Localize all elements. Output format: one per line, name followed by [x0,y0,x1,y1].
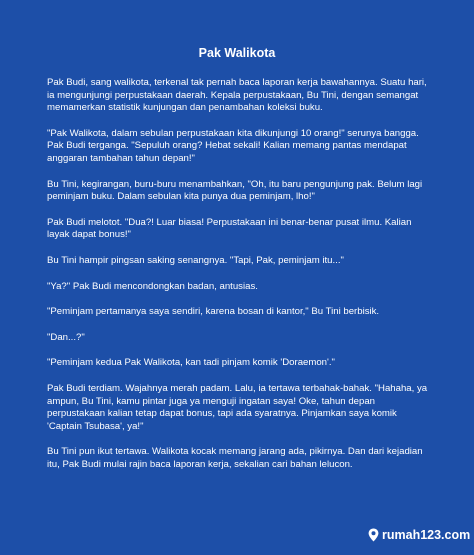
story-paragraph-9: "Dan...?" [47,331,85,343]
story-paragraph-6: Bu Tini hampir pingsan saking senangnya. "Tapi, Pak, peminjam itu..." [47,254,344,266]
story-paragraph-7: "Ya?" Pak Budi mencondongkan badan, antusias. [47,280,258,292]
story-paragraph-4: Bu Tini, kegirangan, buru-buru menambahkan, "Oh, itu baru pengunjung pak. Belum lagi peminjam buku. Dalam sebulan kita punya dua peminjam, lho!" [47,178,423,203]
story-paragraph-2: "Pak Walikota, dalam sebulan perpustakaan kita dikunjungi 10 orang!" serunya bangga. [47,127,419,139]
story-paragraph-1: Pak Budi, sang walikota, terkenal tak pernah baca laporan kerja bawahannya. Suatu hari, ia mengunjungi perpustakaan daerah. Kepala perpustakaan, Bu Tini, dengan semangat memamerkan statistik kunjungan dan penambahan koleksi buku. [47,77,427,114]
story-paragraph-10: "Peminjam kedua Pak Walikota, kan tadi pinjam komik 'Doraemon'." [47,357,335,369]
story-body [47,77,432,484]
story-paragraph-11: Pak Budi terdiam. Wajahnya merah padam. Lalu, ia tertawa terbahak-bahak. "Hahaha, ya ampun, Bu Tini, kamu pintar juga ya menguji ingatan saya! Oke, tahun depan perpustakaan kalian tetap dapat bonus, tapi ada syaratnya. Pinjamkan saya komik 'Captain Tsubasa', ya!" [47,382,428,432]
story-paragraph-12: Bu Tini pun ikut tertawa. Walikota kocak memang jarang ada, pikirnya. Dan dari kejadian itu, Pak Budi mulai rajin baca laporan kerja, sekalian cari bahan lelucon. [47,446,423,470]
brand-name: rumah123.com [382,528,471,542]
story-title: Pak Walikota [198,46,276,60]
location-pin-icon [368,528,379,542]
story-paragraph-3: Pak Budi terganga. "Sepuluh orang? Hebat sekali! Kalian memang pantas mendapat anggaran tambahan tahun depan!" [47,140,407,164]
story-paragraph-5: Pak Budi melotot. "Dua?! Luar biasa! Perpustakaan ini benar-benar pusat ilmu. Kalian layak dapat bonus!" [47,216,412,241]
brand-logo [368,528,470,542]
story-paragraph-8: "Peminjam pertamanya saya sendiri, karena bosan di kantor," Bu Tini berbisik. [47,306,380,318]
